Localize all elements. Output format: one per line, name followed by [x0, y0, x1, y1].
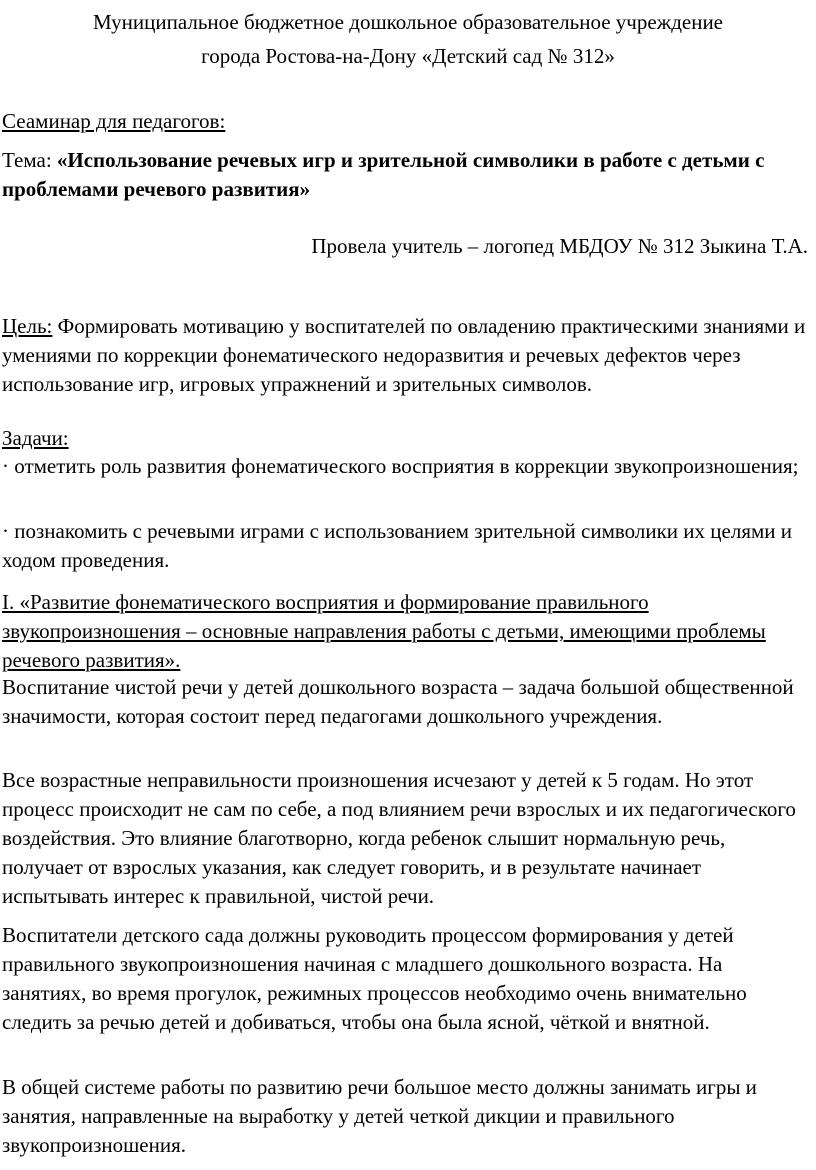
institution-name-line2: города Ростова-на-Дону «Детский сад № 312»: [201, 44, 615, 68]
theme-title: «Использование речевых игр и зрительной символики в работе с детьми с проблемами речевого развития»: [2, 148, 765, 201]
goal-paragraph: [2, 312, 810, 399]
body-paragraph: Все возрастные неправильности произношения исчезают у детей к 5 годам. Но этот процесс происходит не сам по себе, а под влиянием речи взрослых и их педагогического воздействия. Это влияние благотворно, когда ребенок слышит нормальную речь, получает от взрослых указания, как следует говорить, и в результате начинает испытывать интерес к правильной, чистой речи.: [2, 768, 796, 908]
goal-label: Цель:: [2, 314, 53, 338]
body-paragraph: В общей системе работы по развитию речи большое место должны занимать игры и занятия, направленные на выработку у детей четкой дикции и правильного звукопроизношения.: [2, 1075, 757, 1157]
seminar-theme: [2, 146, 810, 204]
institution-name-line1: Муниципальное бюджетное дошкольное образовательное учреждение: [93, 10, 723, 34]
section-heading: I. «Развитие фонематического восприятия и формирование правильного звукопроизношения – основные направления работы с детьми, имеющими проблемы речевого развития».: [2, 590, 766, 672]
task-item: · познакомить с речевыми играми с использованием зрительной символики их целями и ходом проведения.: [2, 519, 792, 572]
presenter-line: Провела учитель – логопед МБДОУ № 312 Зыкина Т.А.: [311, 234, 808, 258]
theme-label: Тема:: [2, 148, 57, 172]
seminar-label: Сеаминар для педагогов:: [2, 109, 226, 133]
goal-text: Формировать мотивацию у воспитателей по овладению практическими знаниями и умениями по коррекции фонематического недоразвития и речевых дефектов через использование игр, игровых упражнений и зрительных символов.: [2, 314, 806, 396]
task-item: · отметить роль развития фонематического восприятия в коррекции звукопроизношения;: [2, 454, 799, 478]
document-header: [0, 5, 816, 73]
tasks-label: Задачи:: [2, 426, 69, 450]
body-paragraph: Воспитание чистой речи у детей дошкольного возраста – задача большой общественной значимости, которая состоит перед педагогами дошкольного учреждения.: [2, 675, 794, 728]
body-paragraph: Воспитатели детского сада должны руководить процессом формирования у детей правильного звукопроизношения начиная с младшего дошкольного возраста. На занятиях, во время прогулок, режимных процессов необходимо очень внимательно следить за речью детей и добиваться, чтобы она была ясной, чёткой и внятной.: [2, 923, 747, 1034]
